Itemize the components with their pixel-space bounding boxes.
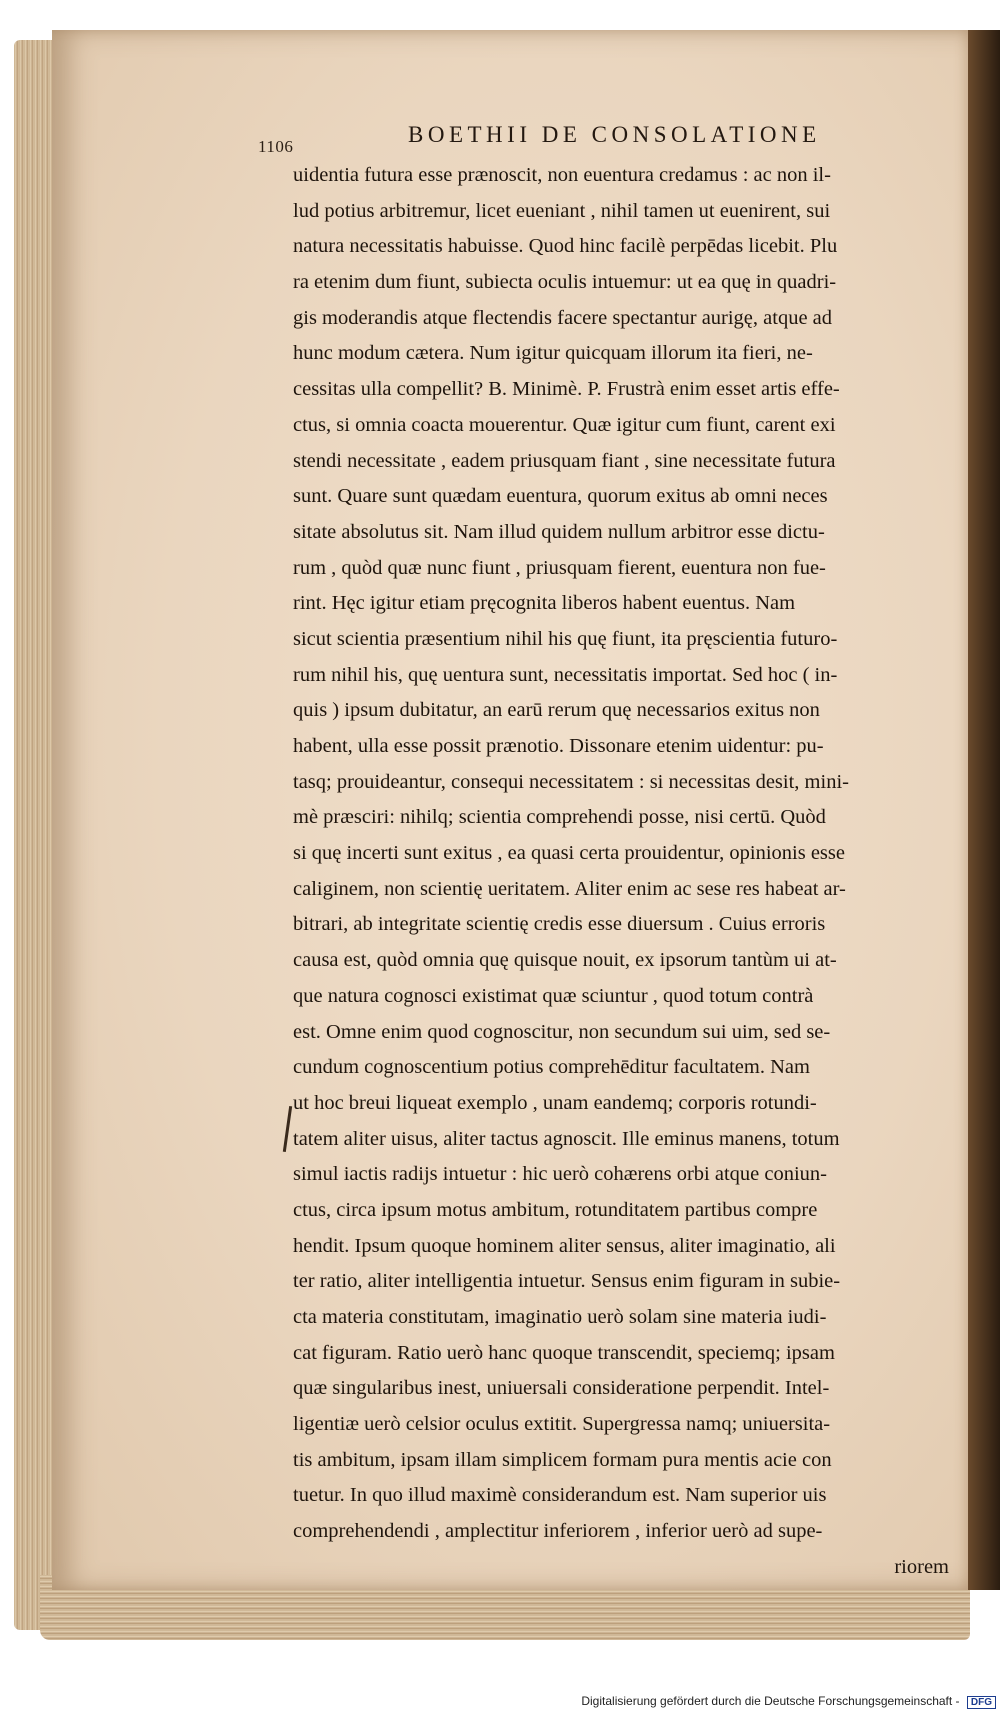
text-line: uidentia futura esse prænoscit, non euentura credamus : ac non il- — [293, 164, 831, 186]
text-line: hunc modum cætera. Num igitur quicquam illorum ita fieri, ne- — [293, 342, 813, 365]
running-head: BOETHII DE CONSOLATIONE — [408, 122, 821, 147]
text-line: ligentiæ uerò celsior oculus extitit. Supergressa namq; uniuersita- — [293, 1413, 831, 1436]
text-line: rint. Hęc igitur etiam pręcognita liberos habent euentus. Nam — [293, 592, 796, 615]
text-line: gis moderandis atque flectendis facere spectantur aurigę, atque ad — [293, 306, 833, 329]
text-line: tis ambitum, ipsam illam simplicem formam pura mentis acie con — [293, 1448, 832, 1471]
text-line: cessitas ulla compellit? B. Minimè. P. Frustrà enim esset artis effe- — [293, 378, 840, 401]
text-line: tasq; prouideantur, consequi necessitatem : si necessitas desit, mini- — [293, 770, 849, 793]
text-line: cundum cognoscentium potius comprehēditur facultatem. Nam — [293, 1056, 810, 1079]
text-line: sunt. Quare sunt quædam euentura, quorum exitus ab omni neces — [293, 485, 828, 508]
text-line: quæ singularibus inest, uniuersali consideratione perpendit. Intel- — [293, 1377, 830, 1400]
text-line: sitate absolutus sit. Nam illud quidem nullum arbitror esse dictu- — [293, 520, 825, 543]
text-line: que natura cognosci existimat quæ sciuntur , quod totum contrà — [293, 984, 814, 1007]
catchword: riorem — [894, 1555, 949, 1578]
text-line: ter ratio, aliter intelligentia intuetur. Sensus enim figuram in subie- — [293, 1270, 841, 1293]
text-line: mè præsciri: nihilq; scientia comprehendi posse, nisi certū. Quòd — [293, 806, 826, 829]
text-line: cta materia constitutam, imaginatio uerò solam sine materia iudi- — [293, 1306, 827, 1328]
dfg-logo: DFG — [967, 1696, 996, 1709]
text-line: comprehendendi , amplectitur inferiorem , inferior uerò ad supe- — [293, 1520, 823, 1543]
text-line: ra etenim dum fiunt, subiecta oculis intuemur: ut ea quę in quadri- — [293, 271, 837, 294]
text-line: sicut scientia præsentium nihil his quę fiunt, ita pręscientia futuro- — [293, 627, 838, 650]
text-line: bitrari, ab integritate scientię credis esse diuersum . Cuius erroris — [293, 913, 826, 936]
text-line: natura necessitatis habuisse. Quod hinc facilè perpēdas licebit. Plu — [293, 235, 838, 258]
text-line: habent, ulla esse possit prænotio. Dissonare etenim uidentur: pu- — [293, 735, 824, 757]
text-line: lud potius arbitremur, licet eueniant , nihil tamen ut euenirent, sui — [293, 199, 831, 222]
text-line: rum nihil his, quę uentura sunt, necessitatis importat. Sed hoc ( in- — [293, 663, 838, 686]
body-text — [293, 158, 959, 1586]
text-line: hendit. Ipsum quoque hominem aliter sensus, aliter imaginatio, ali — [293, 1234, 836, 1257]
text-line: simul iactis radijs intuetur : hic uerò cohærens orbi atque coniun- — [293, 1163, 828, 1186]
text-line: rum , quòd quæ nunc fiunt , priusquam fierent, euentura non fue- — [293, 556, 826, 579]
page-number: 1106 — [258, 137, 294, 156]
text-line: ctus, si omnia coacta mouerentur. Quæ igitur cum fiunt, carent exi — [293, 413, 836, 436]
text-line: stendi necessitate , eadem priusquam fiant , sine necessitate futura — [293, 449, 836, 472]
text-line: tuetur. In quo illud maximè considerandum est. Nam superior uis — [293, 1484, 827, 1507]
text-line: ut hoc breui liqueat exemplo , unam eandemq; corporis rotundi- — [293, 1091, 817, 1114]
text-line: quis ) ipsum dubitatur, an earū rerum quę necessarios exitus non — [293, 699, 820, 722]
text-line: ctus, circa ipsum motus ambitum, rotunditatem partibus compre — [293, 1198, 818, 1221]
footer-credit — [0, 1694, 996, 1709]
text-line: caliginem, non scientię ueritatem. Aliter enim ac sese res habeat ar- — [293, 877, 846, 900]
text-line: si quę incerti sunt exitus , ea quasi certa prouidentur, opinionis esse — [293, 842, 845, 865]
text-line: cat figuram. Ratio uerò hanc quoque transcendit, speciemq; ipsam — [293, 1341, 835, 1364]
text-line: est. Omne enim quod cognoscitur, non secundum sui uim, sed se- — [293, 1020, 831, 1043]
text-line: causa est, quòd omnia quę quisque nouit, ex ipsorum tantùm ui at- — [293, 949, 837, 972]
spine-shadow — [968, 30, 1000, 1590]
footer-credit-text: Digitalisierung gefördert durch die Deutsche Forschungsgemeinschaft - — [581, 1694, 960, 1708]
text-line: tatem aliter uisus, aliter tactus agnoscit. Ille eminus manens, totum — [293, 1127, 840, 1150]
